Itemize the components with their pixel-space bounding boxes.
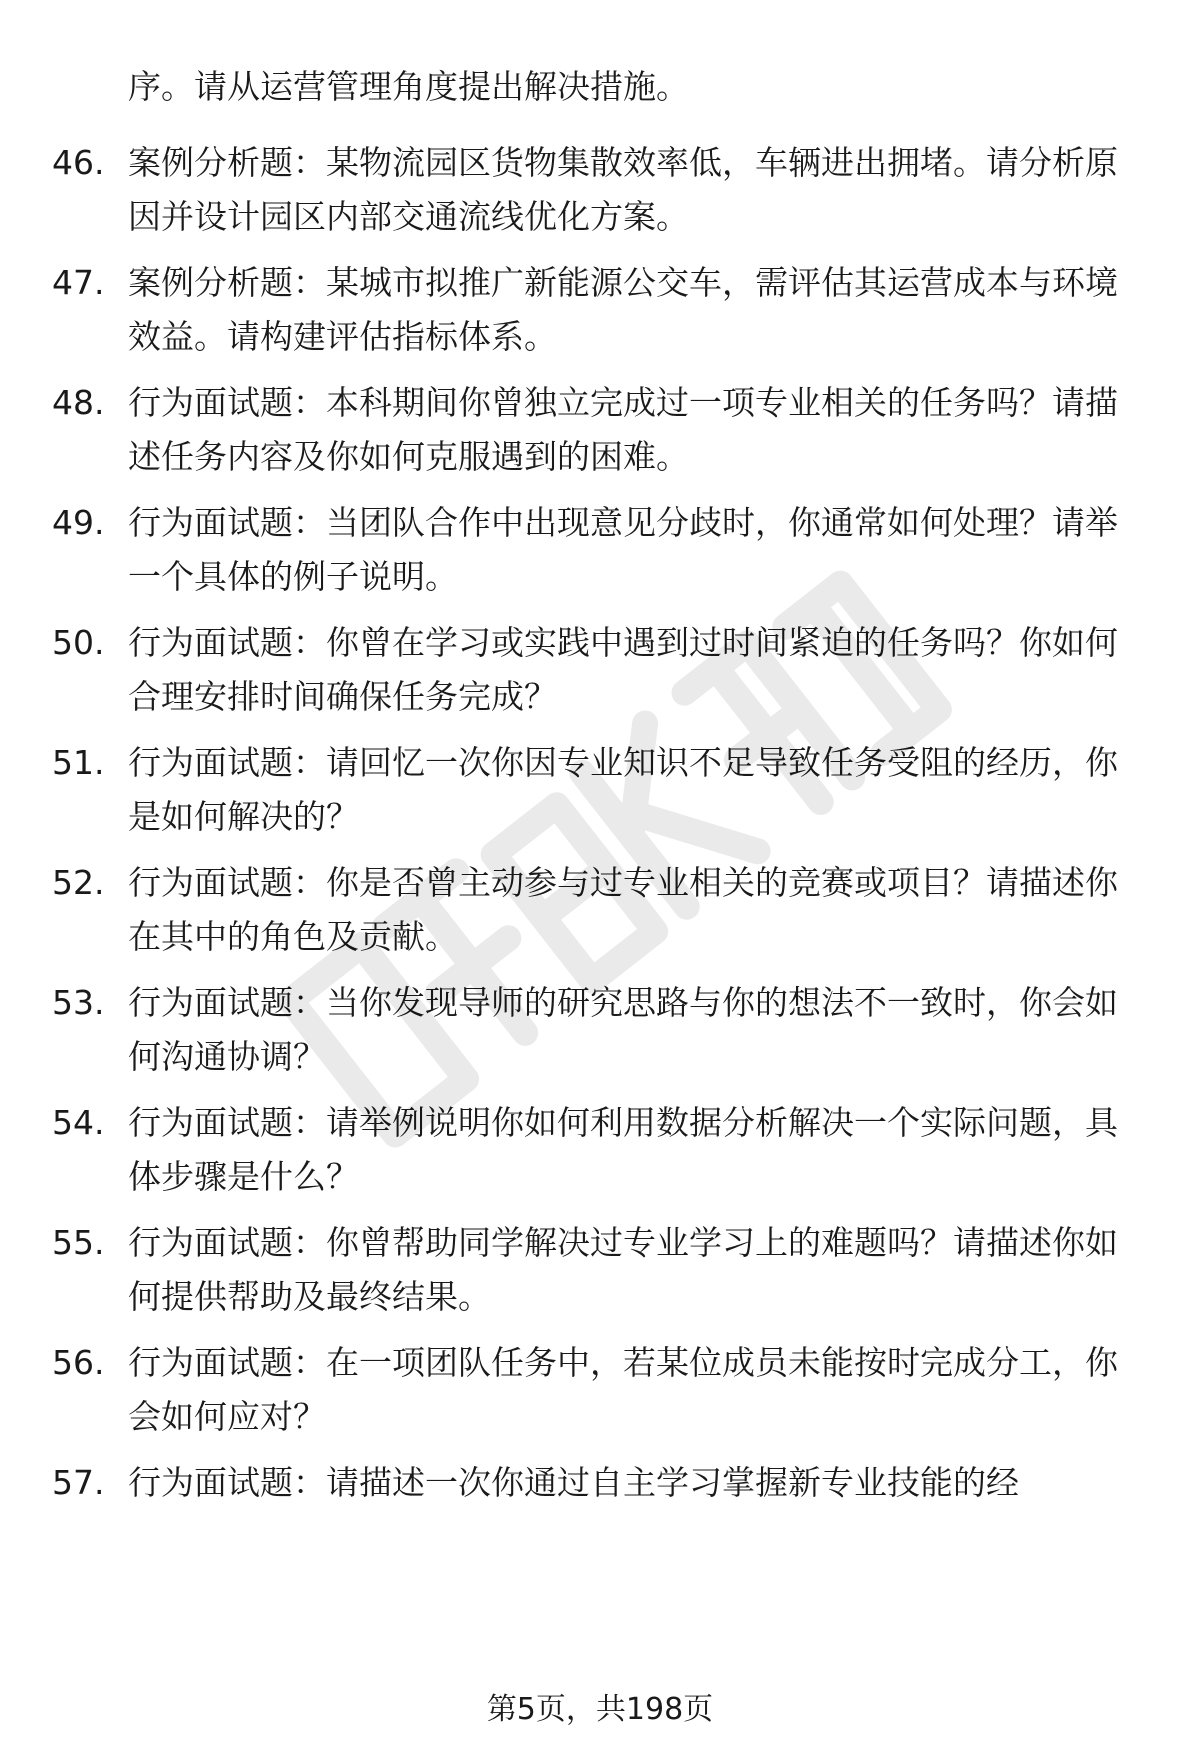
question-text: 行为面试题：你曾帮助同学解决过专业学习上的难题吗？请描述你如何提供帮助及最终结果。 bbox=[128, 1223, 1118, 1316]
question-number: 55. bbox=[52, 1223, 105, 1262]
question-number: 47. bbox=[52, 263, 105, 302]
question-text: 案例分析题：某物流园区货物集散效率低，车辆进出拥堵。请分析原因并设计园区内部交通流线优化方案。 bbox=[128, 143, 1118, 236]
question-number: 54. bbox=[52, 1103, 105, 1142]
question-number: 53. bbox=[52, 983, 105, 1022]
question-text: 行为面试题：当团队合作中出现意见分歧时，你通常如何处理？请举一个具体的例子说明。 bbox=[128, 503, 1118, 596]
question-text: 行为面试题：本科期间你曾独立完成过一项专业相关的任务吗？请描述任务内容及你如何克服遇到的困难。 bbox=[128, 383, 1118, 476]
question-text: 行为面试题：你曾在学习或实践中遇到过时间紧迫的任务吗？你如何合理安排时间确保任务完成？ bbox=[128, 623, 1118, 716]
question-text: 行为面试题：当你发现导师的研究思路与你的想法不一致时，你会如何沟通协调？ bbox=[128, 983, 1118, 1076]
page-footer: 第5页，共198页 bbox=[486, 1692, 714, 1727]
question-text: 行为面试题：你是否曾主动参与过专业相关的竞赛或项目？请描述你在其中的角色及贡献。 bbox=[128, 863, 1118, 956]
question-text: 案例分析题：某城市拟推广新能源公交车，需评估其运营成本与环境效益。请构建评估指标体系。 bbox=[128, 263, 1118, 356]
question-text: 行为面试题：在一项团队任务中，若某位成员未能按时完成分工，你会如何应对？ bbox=[128, 1343, 1118, 1436]
question-number: 49. bbox=[52, 503, 105, 542]
question-number: 57. bbox=[52, 1463, 105, 1502]
question-text: 行为面试题：请回忆一次你因专业知识不足导致任务受阻的经历，你是如何解决的？ bbox=[128, 743, 1118, 836]
question-number: 46. bbox=[52, 143, 105, 182]
question-number: 48. bbox=[52, 383, 105, 422]
question-number: 50. bbox=[52, 623, 105, 662]
question-text: 行为面试题：请举例说明你如何利用数据分析解决一个实际问题，具体步骤是什么？ bbox=[128, 1103, 1118, 1196]
question-number: 56. bbox=[52, 1343, 105, 1382]
question-number: 52. bbox=[52, 863, 105, 902]
question-text: 行为面试题：请描述一次你通过自主学习掌握新专业技能的经 bbox=[128, 1463, 1019, 1502]
question-number: 51. bbox=[52, 743, 105, 782]
continuation-text: 序。请从运营管理角度提出解决措施。 bbox=[128, 67, 689, 106]
